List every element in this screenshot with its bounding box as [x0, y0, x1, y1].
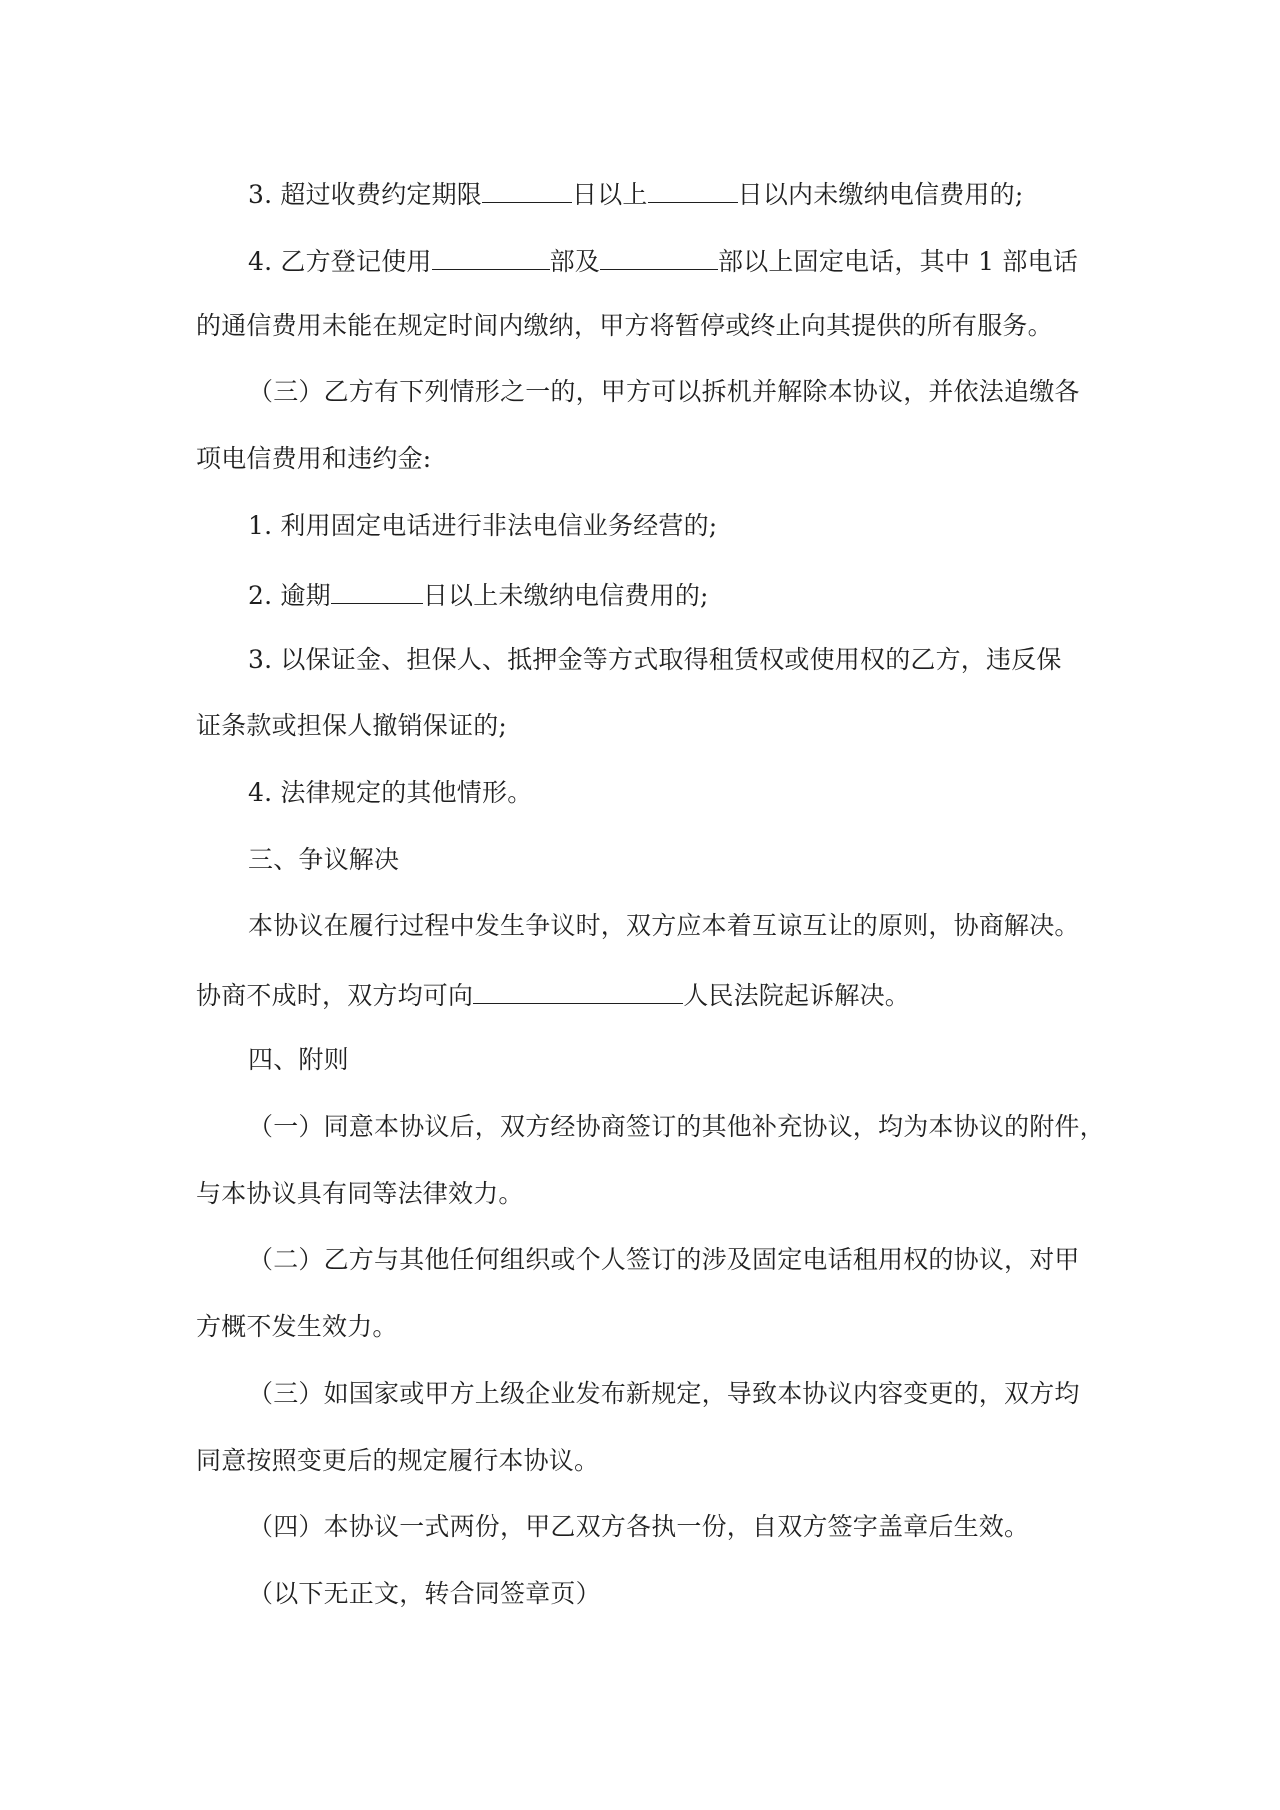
- supplementary-3-cont: 同意按照变更后的规定履行本协议。: [196, 1446, 600, 1475]
- supplementary-1-cont: 与本协议具有同等法律效力。: [196, 1179, 524, 1208]
- blank-overdue-days: [331, 573, 423, 604]
- supplementary-3: （三）如国家或甲方上级企业发布新规定，导致本协议内容变更的，双方均: [248, 1379, 1080, 1408]
- supplementary-4: （四）本协议一式两份，甲乙双方各执一份，自双方签字盖章后生效。: [248, 1512, 1030, 1541]
- clause-3-3-cont: 证条款或担保人撤销保证的;: [196, 711, 508, 740]
- blank-days-max: [648, 172, 738, 203]
- dispute-text-b: 人民法院起诉解决。: [683, 981, 911, 1010]
- clause-2-3-text-c: 日以内未缴纳电信费用的;: [737, 180, 1024, 209]
- clause-2-4-text-b: 部及: [549, 247, 601, 276]
- blank-days-min: [482, 172, 572, 203]
- blank-phone-count-1: [432, 239, 550, 270]
- supplementary-1: （一）同意本协议后，双方经协商签订的其他补充协议，均为本协议的附件，: [248, 1112, 1105, 1141]
- clause-3-2-text-b: 日以上未缴纳电信费用的;: [422, 581, 709, 610]
- dispute-paragraph-cont: [196, 973, 1096, 1013]
- clause-3-2-text-a: 2. 逾期: [248, 581, 331, 610]
- supplementary-2: （二）乙方与其他任何组织或个人签订的涉及固定电话租用权的协议，对甲: [248, 1245, 1080, 1274]
- dispute-text-a: 协商不成时，双方均可向: [196, 981, 474, 1010]
- clause-3-4: 4. 法律规定的其他情形。: [248, 778, 533, 807]
- clause-2-3-text-a: 3. 超过收费约定期限: [248, 180, 483, 209]
- end-of-text-note: （以下无正文，转合同签章页）: [248, 1579, 601, 1608]
- section-3-heading-cont: 项电信费用和违约金:: [196, 444, 432, 473]
- section-3-heading: （三）乙方有下列情形之一的，甲方可以拆机并解除本协议，并依法追缴各: [248, 377, 1080, 406]
- clause-2-3-text-b: 日以上: [572, 180, 648, 209]
- clause-2-3: [248, 172, 1148, 212]
- clause-3-3: 3. 以保证金、担保人、抵押金等方式取得租赁权或使用权的乙方，违反保: [248, 645, 1062, 674]
- blank-court-name: [473, 973, 683, 1004]
- clause-2-4-text-c: 部以上固定电话，其中 1 部电话: [718, 247, 1079, 276]
- heading-dispute-resolution: 三、争议解决: [248, 845, 400, 874]
- heading-supplementary: 四、附则: [248, 1045, 349, 1074]
- clause-2-4: [248, 239, 1148, 279]
- supplementary-2-cont: 方概不发生效力。: [196, 1312, 398, 1341]
- clause-2-4-text-a: 4. 乙方登记使用: [248, 247, 432, 276]
- clause-2-4-cont: 的通信费用未能在规定时间内缴纳，甲方将暂停或终止向其提供的所有服务。: [196, 311, 1053, 340]
- clause-3-2: [248, 573, 1148, 613]
- clause-3-1: 1. 利用固定电话进行非法电信业务经营的;: [248, 511, 718, 540]
- dispute-paragraph: 本协议在履行过程中发生争议时，双方应本着互谅互让的原则，协商解决。: [248, 911, 1080, 940]
- blank-phone-count-2: [600, 239, 718, 270]
